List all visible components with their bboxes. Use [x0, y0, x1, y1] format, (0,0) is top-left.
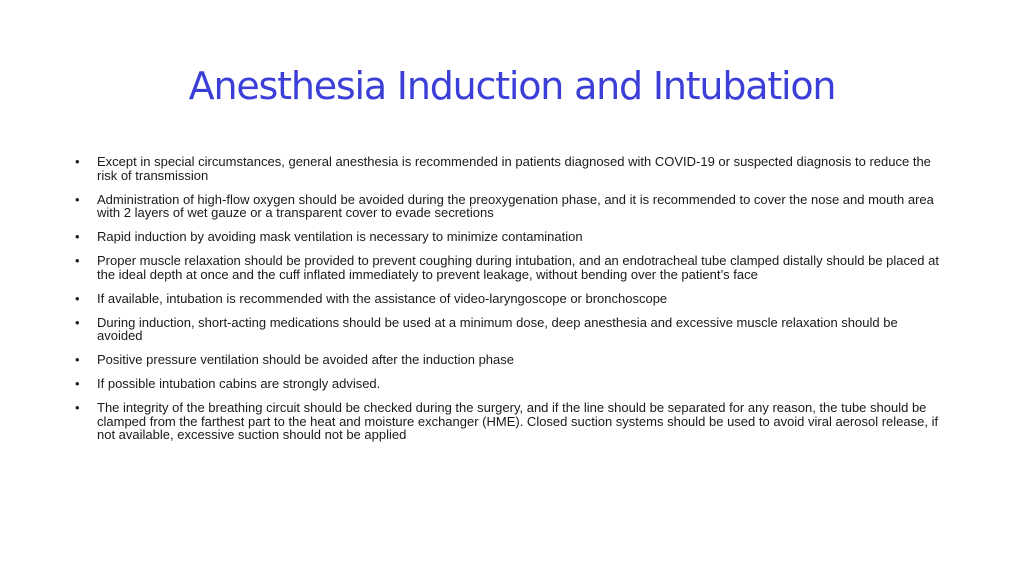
bullet-item: [73, 230, 943, 244]
bullet-dot-icon: •: [75, 154, 80, 169]
bullet-item: [73, 155, 943, 182]
bullet-text: If possible intubation cabins are strongly advised.: [97, 376, 381, 391]
bullet-text: During induction, short-acting medications should be used at a minimum dose, deep anesthesia and excessive muscle relaxation should be avoided: [97, 314, 898, 343]
bullet-dot-icon: •: [75, 376, 80, 391]
bullet-item: [73, 377, 943, 391]
bullet-dot-icon: •: [75, 400, 80, 415]
slide-title: Anesthesia Induction and Intubation: [188, 64, 836, 108]
bullet-dot-icon: •: [75, 290, 80, 306]
bullet-dot-icon: •: [75, 314, 80, 330]
bullet-dot-icon: •: [75, 229, 80, 244]
bullet-dot-icon: •: [75, 253, 80, 268]
bullet-dot-icon: •: [75, 191, 80, 207]
bullet-item: [73, 292, 943, 306]
bullet-text: The integrity of the breathing circuit should be checked during the surgery, and if the line should be separated for any reason, the tube should be clamped from the farthest part to the heat and moisture exchanger (HME). Closed suction systems should be used to avoid viral aerosol release, if not available, excessive suction should not be applied: [97, 400, 939, 442]
bullet-item: [73, 316, 943, 343]
bullet-item: [73, 254, 943, 281]
bullet-text: Rapid induction by avoiding mask ventilation is necessary to minimize contamination: [97, 229, 583, 244]
bullet-item: [73, 401, 943, 442]
bullet-item: [73, 353, 943, 367]
bullet-text: Proper muscle relaxation should be provided to prevent coughing during intubation, and an endotracheal tube clamped distally should be placed at the ideal depth at once and the cuff inflated immediately to prevent leakage, without bending over the patient’s face: [97, 253, 939, 282]
bullet-text: Positive pressure ventilation should be avoided after the induction phase: [97, 352, 514, 367]
bullet-dot-icon: •: [75, 352, 80, 367]
bullet-text: Except in special circumstances, general anesthesia is recommended in patients diagnosed with COVID-19 or suspected diagnosis to reduce the risk of transmission: [97, 154, 931, 183]
bullet-text: Administration of high-flow oxygen should be avoided during the preoxygenation phase, and it is recommended to cover the nose and mouth area with 2 layers of wet gauze or a transparent cover to evade secretions: [97, 191, 934, 220]
bullet-item: [73, 193, 943, 220]
bullet-text: If available, intubation is recommended with the assistance of video-laryngoscope or bronchoscope: [97, 290, 668, 306]
bullet-list: [73, 155, 943, 452]
